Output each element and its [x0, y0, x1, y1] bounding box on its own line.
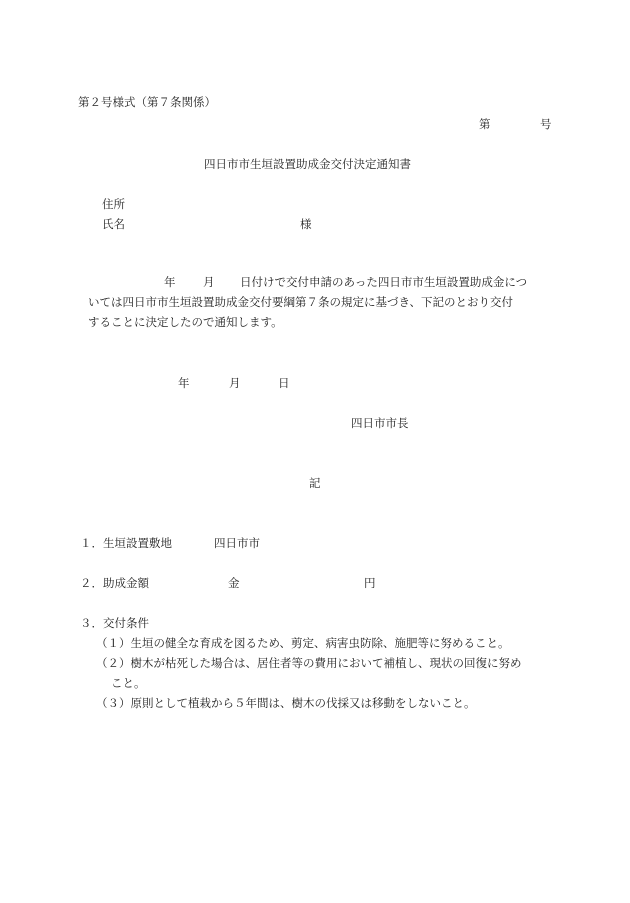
honorific: 様 [300, 217, 312, 231]
ki-label: 記 [309, 476, 321, 490]
name-label: 氏名 [102, 217, 125, 231]
body-year: 年 [164, 275, 176, 289]
doc-number-prefix: 第 [479, 117, 491, 131]
item-conditions-label: ３．交付条件 [80, 616, 149, 630]
date-year: 年 [178, 376, 190, 390]
body-line3: することに決定したので通知します。 [88, 315, 283, 329]
item-amount-kin: 金 [228, 576, 240, 590]
body-month: 月 [203, 275, 215, 289]
issuer: 四日市市長 [351, 416, 409, 430]
date-day: 日 [278, 376, 290, 390]
date-month: 月 [229, 376, 241, 390]
item-site-label: １．生垣設置敷地 [80, 536, 172, 550]
condition-2: （２）樹木が枯死した場合は、居住者等の費用において補植し、現状の回復に努め [96, 656, 522, 670]
document-title: 四日市市生垣設置助成金交付決定通知書 [204, 157, 411, 171]
item-site-value: 四日市市 [214, 536, 260, 550]
condition-1: （１）生垣の健全な育成を図るため、剪定、病害虫防除、施肥等に努めること。 [96, 636, 510, 650]
address-label: 住所 [102, 197, 125, 211]
condition-3: （３）原則として植栽から５年間は、樹木の伐採又は移動をしないこと。 [96, 696, 476, 710]
doc-number-suffix: 号 [540, 117, 552, 131]
item-amount-unit: 円 [364, 576, 376, 590]
body-line2: いては四日市市生垣設置助成金交付要綱第７条の規定に基づき、下記のとおり交付 [88, 295, 514, 309]
body-line1: 日付けで交付申請のあった四日市市生垣設置助成金につ [240, 275, 528, 289]
form-label: 第２号様式（第７条関係） [78, 95, 216, 109]
item-amount-label: ２．助成金額 [80, 576, 149, 590]
condition-2-cont: こと。 [111, 676, 146, 690]
